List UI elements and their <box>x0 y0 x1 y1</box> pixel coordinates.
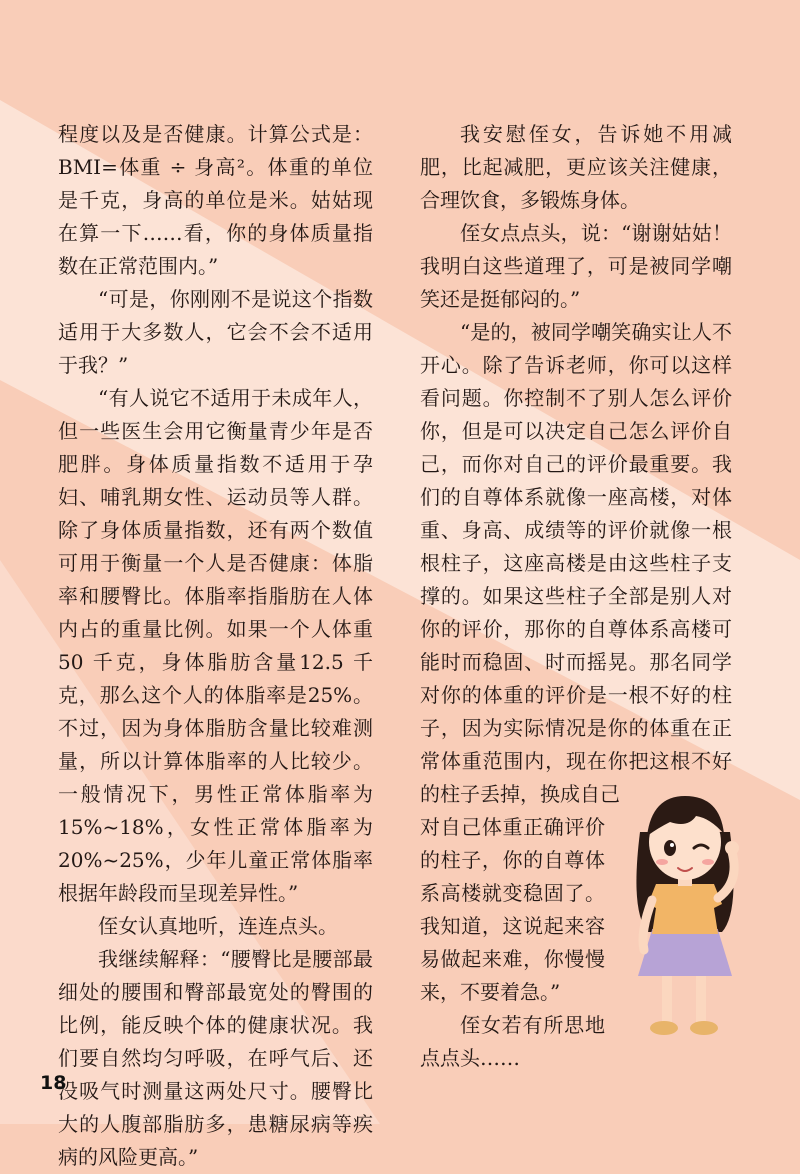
page-number: 18 <box>40 1072 67 1094</box>
paragraph: 侄女点点头，说：“谢谢姑姑！我明白这些道理了，可是被同学嘲笑还是挺郁闷的。” <box>420 221 732 311</box>
paragraph: 我安慰侄女，告诉她不用减肥，比起减肥，更应该关注健康，合理饮食，多锻炼身体。 <box>420 122 732 212</box>
left-column <box>58 118 373 1174</box>
paragraph: 我继续解释：“腰臀比是腰部最细处的腰围和臀部最宽处的臀围的比例，能反映个体的健康状况。我们要自然均匀呼吸，在呼气后、还没吸气时测量这两处尺寸。腰臀比大的人腹部脂肪多，患糖尿病等疾病的风险更高。” <box>58 947 373 1169</box>
paragraph: “可是，你刚刚不是说这个指数适用于大多数人，它会不会不适用于我？” <box>58 287 373 377</box>
girl-winking-icon <box>600 772 770 1042</box>
paragraph: 侄女认真地听，连连点头。 <box>98 914 338 938</box>
narrow-text-block <box>420 811 605 1075</box>
paragraph: “有人说它不适用于未成年人，但一些医生会用它衡量青少年是否肥胖。身体质量指数不适用于孕妇、哺乳期女性、运动员等人群。除了身体质量指数，还有两个数值可用于衡量一个人是否健康：体脂率和腰臀比。体脂率指脂肪在人体内占的重量比例。如果一个人体重50 千克，身体脂肪含量12.5 千克，那么这个人的体脂率是25%。不过，因为身体脂肪含量比较难测量，所以计算体脂率的人比较少。一般情况下，男性正常体脂率为15%~18%，女性正常体脂率为20%~25%，少年儿童正常体脂率根据年龄段而呈现差异性。” <box>58 386 373 905</box>
paragraph: 侄女若有所思地点点头…… <box>420 1013 605 1070</box>
paragraph: “是的，被同学嘲笑确实让人不开心。除了告诉老师，你可以这样看问题。你控制不了别人怎么评价你，但是可以决定自己怎么评价自己，而你对自己的评价最重要。我们的自尊体系就像一座高楼，对体重、身高、成绩等的评价就像一根根柱子，这座高楼是由这些柱子支撑的。如果这些柱子全部是别人对你的评价，那你的自尊体系高楼可能时而稳固、时而摇晃。那名同学对你的体重的评价是一根不好的柱子，因为实际情况是你的体重在正常体重范围内，现在你把这根不好的柱子丢掉，换成自己 <box>420 320 732 806</box>
paragraph: 程度以及是否健康。计算公式是：BMI=体重 ÷ 身高²。体重的单位是千克，身高的单位是米。姑姑现在算一下……看，你的身体质量指数在正常范围内。” <box>58 122 373 278</box>
paragraph: 对自己体重正确评价的柱子，你的自尊体系高楼就变稳固了。我知道，这说起来容易做起来难，你慢慢来，不要着急。” <box>420 815 605 1004</box>
